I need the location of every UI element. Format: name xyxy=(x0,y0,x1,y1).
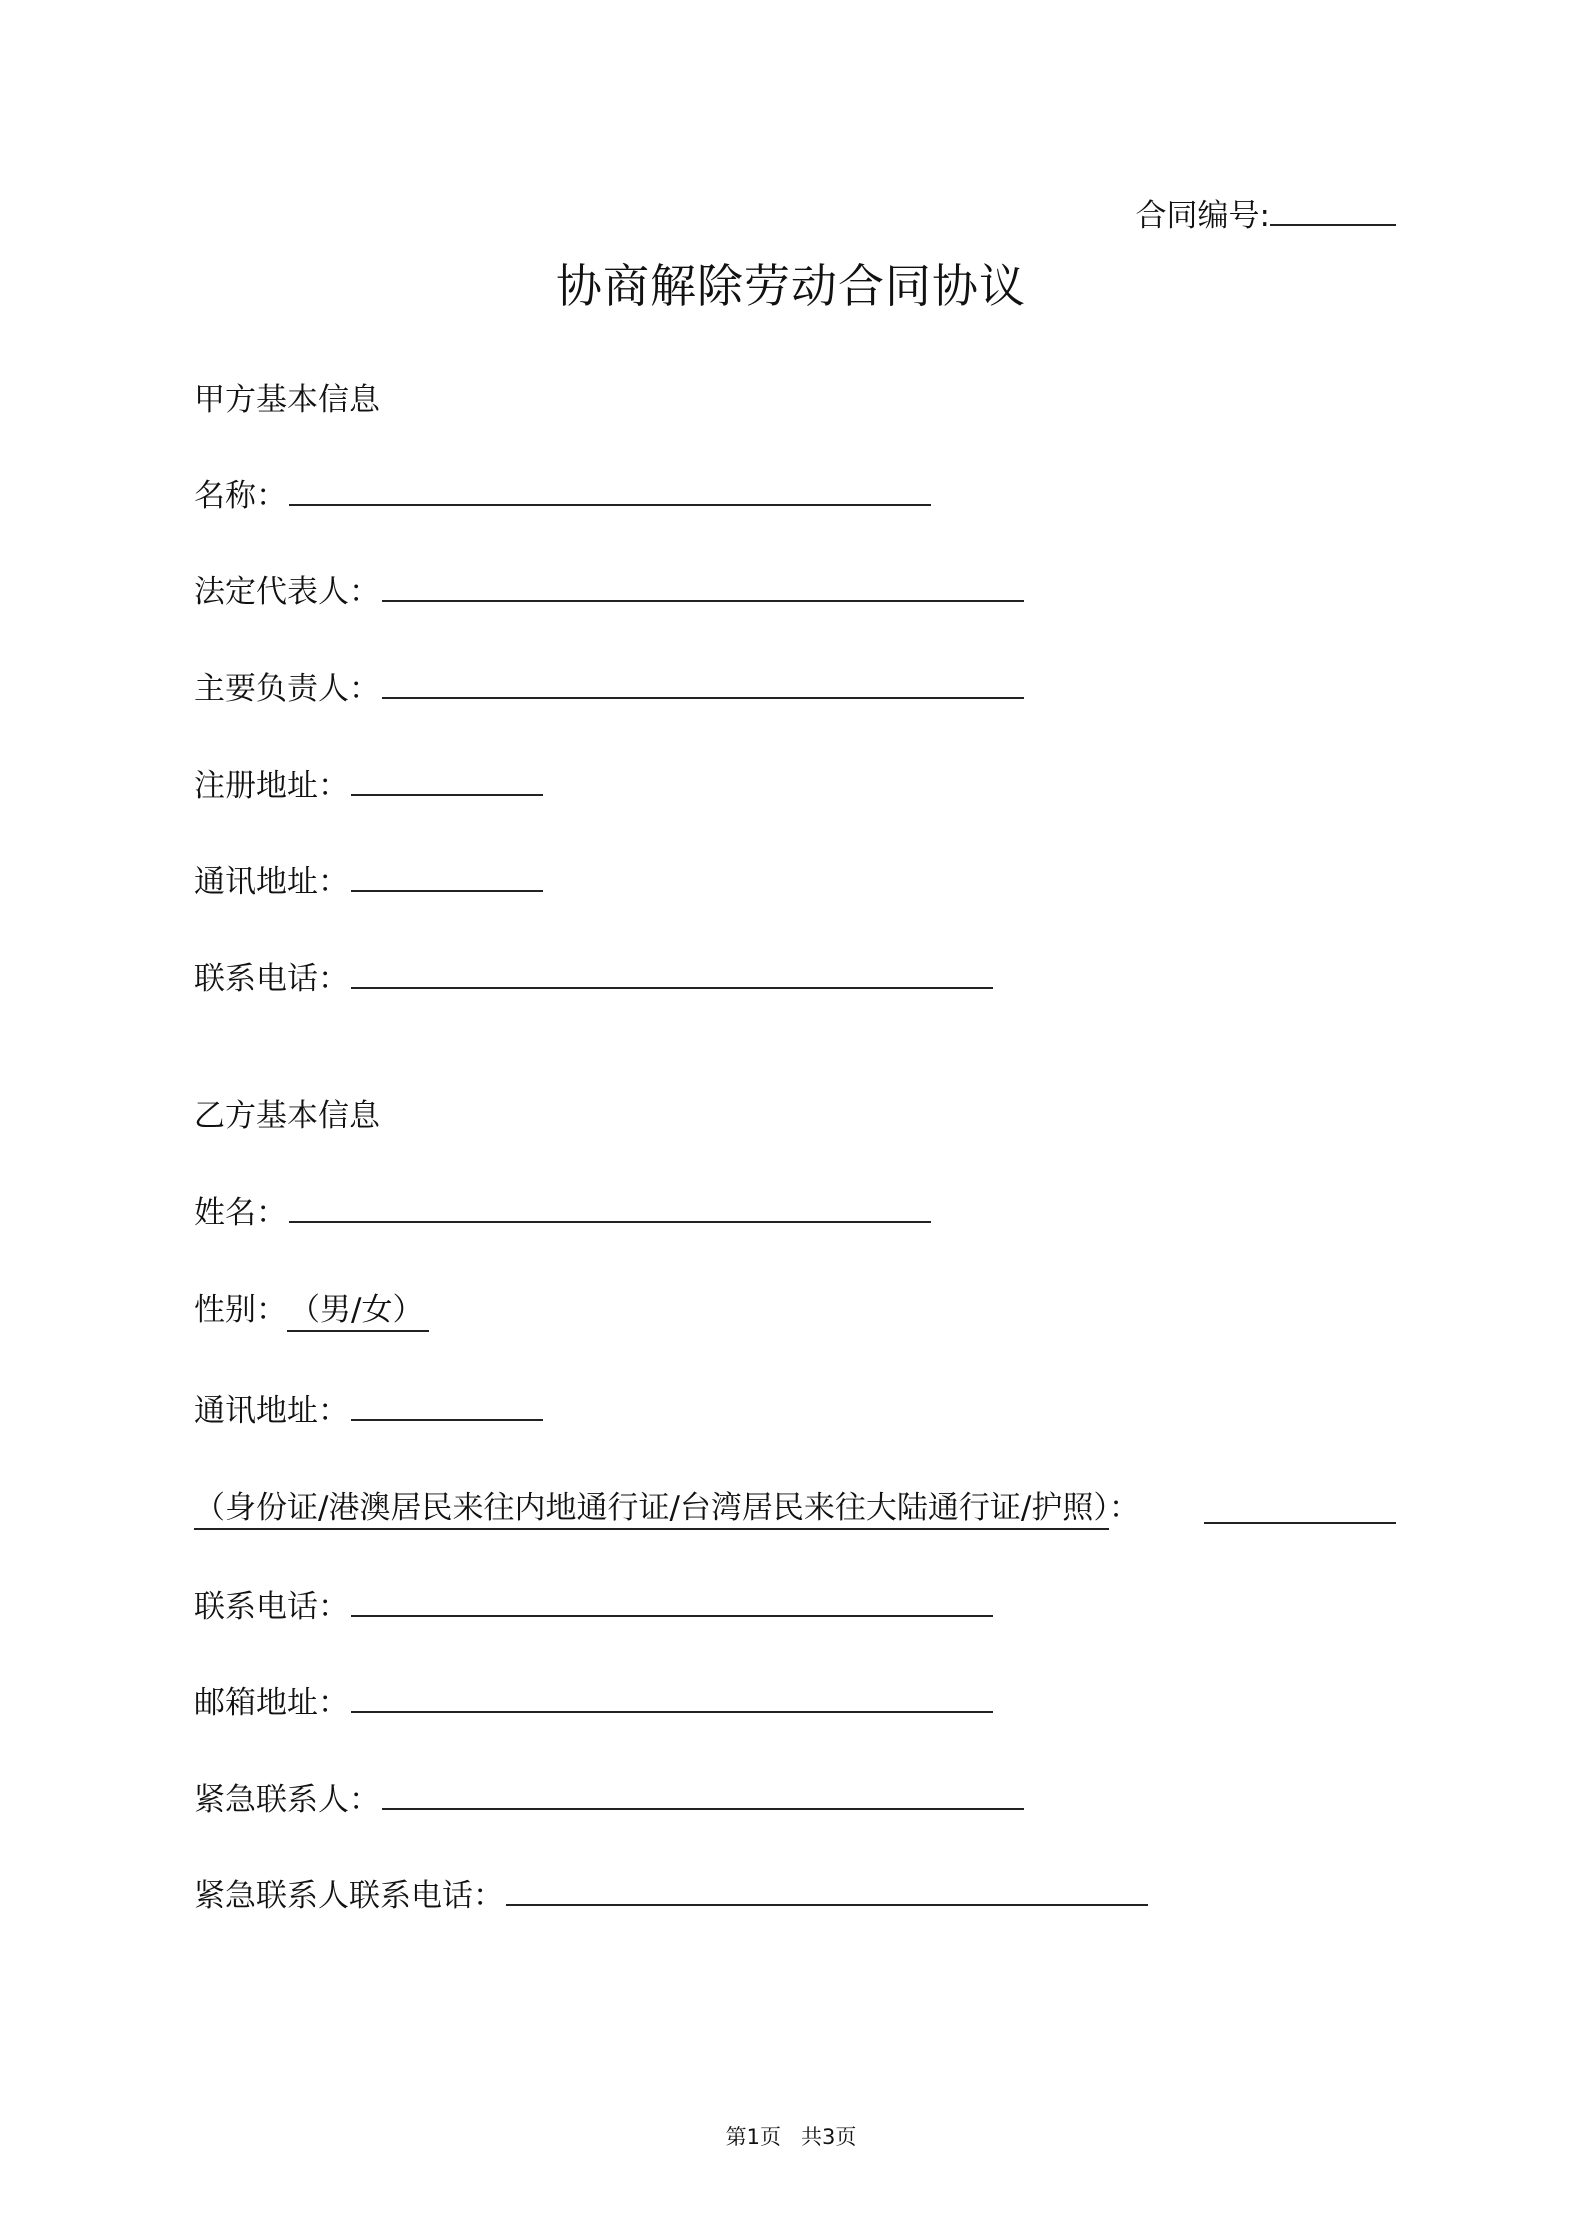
party-b-emergency-contact-label: 紧急联系人： xyxy=(194,1782,380,1818)
party-a-reg-address-label: 注册地址： xyxy=(194,768,349,804)
party-b-emergency-phone-field xyxy=(194,1874,1148,1918)
party-b-id-blank[interactable] xyxy=(1204,1522,1396,1524)
party-b-name-label: 姓名： xyxy=(194,1195,287,1231)
party-b-email-field xyxy=(194,1681,993,1725)
party-b-id-colon: ： xyxy=(1108,1490,1140,1526)
party-a-principal-field xyxy=(194,667,1024,711)
party-b-mail-address-label: 通讯地址： xyxy=(194,1393,349,1429)
party-a-name-field xyxy=(194,474,931,518)
party-a-legal-rep-blank[interactable] xyxy=(382,570,1024,602)
party-a-phone-label: 联系电话： xyxy=(194,961,349,997)
party-a-mail-address-field xyxy=(194,860,543,904)
party-a-legal-rep-field xyxy=(194,570,1024,614)
contract-number-label: 合同编号: xyxy=(1135,198,1270,234)
party-b-id-type: （身份证/港澳居民来往内地通行证/台湾居民来往大陆通行证/护照） xyxy=(194,1490,1109,1530)
party-a-heading: 甲方基本信息 xyxy=(194,382,380,418)
contract-number-blank[interactable] xyxy=(1270,192,1396,226)
page-number: 第1页 共3页 xyxy=(725,2125,857,2149)
party-b-mail-address-field xyxy=(194,1389,543,1433)
party-b-name-blank[interactable] xyxy=(289,1191,931,1223)
party-a-name-label: 名称： xyxy=(194,478,287,514)
party-a-phone-blank[interactable] xyxy=(351,957,993,989)
party-a-legal-rep-label: 法定代表人： xyxy=(194,574,380,610)
document-title: 协商解除劳动合同协议 xyxy=(556,259,1026,313)
party-a-phone-field xyxy=(194,957,993,1001)
party-a-reg-address-blank[interactable] xyxy=(351,764,543,796)
party-a-reg-address-field xyxy=(194,764,543,808)
party-b-gender-label: 性别： xyxy=(194,1292,287,1328)
party-a-principal-label: 主要负责人： xyxy=(194,671,380,707)
party-b-phone-label: 联系电话： xyxy=(194,1589,349,1625)
party-a-mail-address-blank[interactable] xyxy=(351,860,543,892)
party-b-emergency-contact-blank[interactable] xyxy=(382,1778,1024,1810)
party-b-name-field xyxy=(194,1191,931,1235)
party-b-phone-blank[interactable] xyxy=(351,1585,993,1617)
party-b-email-blank[interactable] xyxy=(351,1681,993,1713)
party-b-id-field xyxy=(194,1486,1396,1530)
party-b-email-label: 邮箱地址： xyxy=(194,1685,349,1721)
party-b-mail-address-blank[interactable] xyxy=(351,1389,543,1421)
party-a-principal-blank[interactable] xyxy=(382,667,1024,699)
party-a-name-blank[interactable] xyxy=(289,474,931,506)
party-b-emergency-phone-label: 紧急联系人联系电话： xyxy=(194,1878,504,1914)
party-b-gender-field xyxy=(194,1288,429,1332)
party-b-heading: 乙方基本信息 xyxy=(194,1098,380,1134)
party-a-mail-address-label: 通讯地址： xyxy=(194,864,349,900)
party-b-gender-value[interactable]: （男/女） xyxy=(287,1290,429,1332)
party-b-emergency-phone-blank[interactable] xyxy=(506,1874,1148,1906)
party-b-emergency-contact-field xyxy=(194,1778,1024,1822)
party-b-phone-field xyxy=(194,1585,993,1629)
contract-number xyxy=(1136,192,1396,238)
